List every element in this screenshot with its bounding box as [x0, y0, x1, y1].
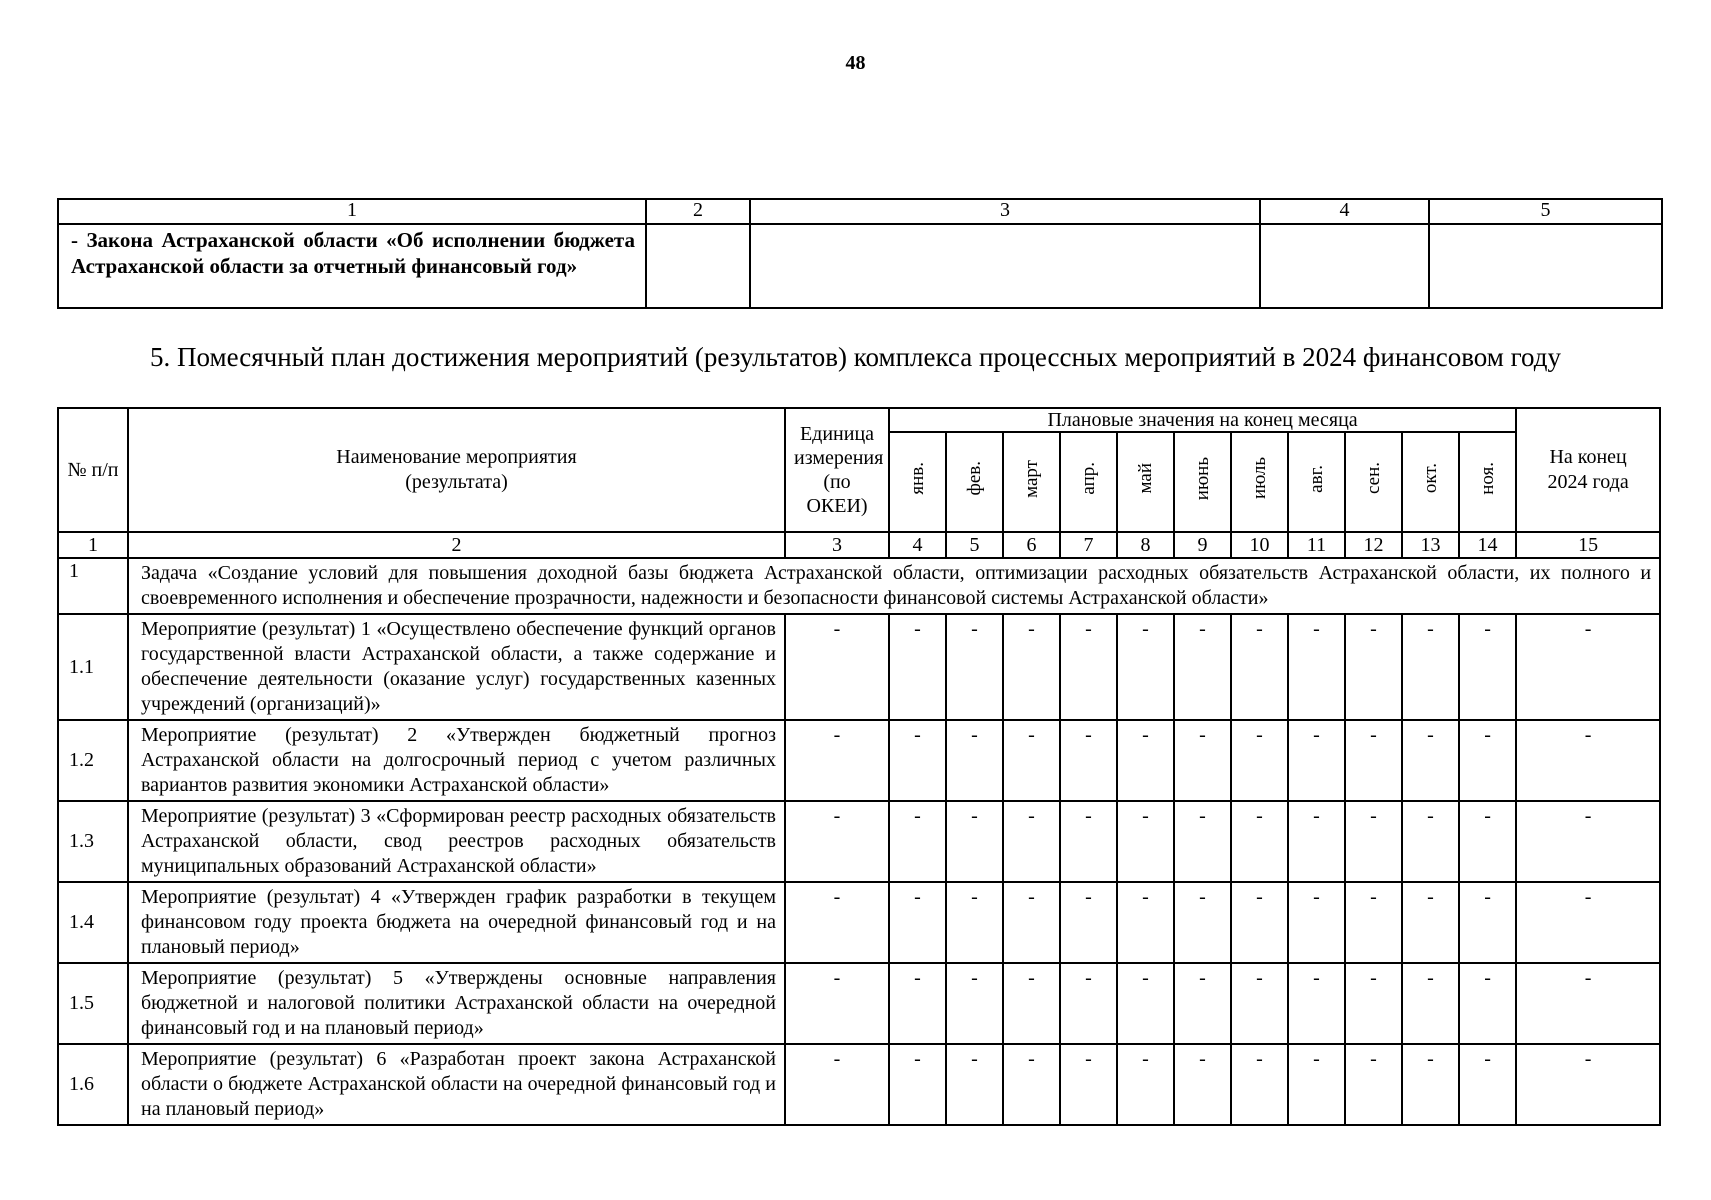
value-cell: -	[1174, 801, 1231, 882]
empty-cell	[750, 224, 1260, 308]
empty-cell	[646, 224, 750, 308]
row-number: 1.5	[58, 963, 128, 1044]
value-cell: -	[1288, 882, 1345, 963]
column-number: 8	[1117, 532, 1174, 558]
month-label: март	[1021, 459, 1042, 498]
value-cell: -	[1345, 614, 1402, 720]
value-cell: -	[1288, 614, 1345, 720]
measure-name: Мероприятие (результат) 4 «Утвержден график разработки в текущем финансовом году проекта бюджета на очередной финансовый год и на плановый период»	[128, 882, 785, 963]
value-cell: -	[1345, 963, 1402, 1044]
value-cell: -	[889, 801, 946, 882]
value-cell: -	[785, 801, 889, 882]
column-number: 12	[1345, 532, 1402, 558]
column-number: 10	[1231, 532, 1288, 558]
continuation-row	[58, 224, 1662, 308]
month-label: окт.	[1420, 463, 1441, 494]
column-number: 4	[889, 532, 946, 558]
value-cell: -	[889, 963, 946, 1044]
column-numbers-row	[58, 532, 1660, 558]
value-cell: -	[1345, 1044, 1402, 1125]
value-cell: -	[1060, 1044, 1117, 1125]
month-header	[1402, 432, 1459, 532]
month-header	[1117, 432, 1174, 532]
empty-cell	[1429, 224, 1662, 308]
value-cell: -	[1231, 963, 1288, 1044]
column-number: 15	[1516, 532, 1660, 558]
planned-values-header: Плановые значения на конец месяца	[889, 408, 1516, 432]
month-label: фев.	[964, 461, 985, 496]
month-header	[1003, 432, 1060, 532]
table-row	[58, 1044, 1660, 1125]
column-number: 1	[58, 199, 646, 224]
table-row	[58, 614, 1660, 720]
value-cell: -	[1288, 1044, 1345, 1125]
value-cell: -	[1174, 882, 1231, 963]
value-cell: -	[889, 1044, 946, 1125]
measure-name: Мероприятие (результат) 1 «Осуществлено обеспечение функций органов государственной власти Астраханской области, а также содержание и обеспечение деятельности (оказание услуг) государственных казенных учреждений (организаций)»	[128, 614, 785, 720]
value-cell: -	[1402, 882, 1459, 963]
value-cell: -	[1516, 720, 1660, 801]
value-cell: -	[1231, 1044, 1288, 1125]
value-cell: -	[1174, 720, 1231, 801]
value-cell: -	[1117, 801, 1174, 882]
column-number: 1	[58, 532, 128, 558]
value-cell: -	[785, 720, 889, 801]
value-cell: -	[889, 882, 946, 963]
value-cell: -	[1060, 720, 1117, 801]
value-cell: -	[1117, 963, 1174, 1044]
month-header	[1345, 432, 1402, 532]
value-cell: -	[1231, 882, 1288, 963]
measures-body	[58, 614, 1660, 1125]
month-header	[1060, 432, 1117, 532]
measure-name: Мероприятие (результат) 2 «Утвержден бюджетный прогноз Астраханской области на долгосрочный период с учетом различных вариантов развития экономики Астраханской области»	[128, 720, 785, 801]
value-cell: -	[1003, 614, 1060, 720]
value-cell: -	[1459, 882, 1516, 963]
month-label: янв.	[907, 462, 928, 495]
value-cell: -	[1117, 1044, 1174, 1125]
value-cell: -	[1459, 614, 1516, 720]
value-cell: -	[1003, 720, 1060, 801]
value-cell: -	[1516, 882, 1660, 963]
value-cell: -	[1288, 720, 1345, 801]
value-cell: -	[1003, 801, 1060, 882]
column-number: 3	[785, 532, 889, 558]
value-cell: -	[785, 882, 889, 963]
law-reference-text: - Закона Астраханской области «Об исполнении бюджета Астраханской области за отчетный финансовый год»	[58, 224, 646, 308]
value-cell: -	[1516, 963, 1660, 1044]
value-cell: -	[1402, 720, 1459, 801]
value-cell: -	[1174, 963, 1231, 1044]
value-cell: -	[1516, 614, 1660, 720]
column-number: 14	[1459, 532, 1516, 558]
value-cell: -	[889, 720, 946, 801]
row-number: 1.6	[58, 1044, 128, 1125]
value-cell: -	[1402, 614, 1459, 720]
row-number: 1.1	[58, 614, 128, 720]
column-number: 5	[946, 532, 1003, 558]
column-number: 9	[1174, 532, 1231, 558]
task-text: Задача «Создание условий для повышения доходной базы бюджета Астраханской области, оптимизации расходных обязательств Астраханской области, их полного и своевременного исполнения и обеспечение прозрачности, надежности и безопасности финансовой системы Астраханской области»	[128, 558, 1660, 614]
value-cell: -	[946, 1044, 1003, 1125]
column-number: 2	[646, 199, 750, 224]
value-cell: -	[1003, 963, 1060, 1044]
unit-header: Единица измерения (по ОКЕИ)	[785, 408, 889, 532]
value-cell: -	[1459, 801, 1516, 882]
value-cell: -	[1345, 882, 1402, 963]
value-cell: -	[1231, 720, 1288, 801]
month-label: ноя.	[1477, 462, 1499, 495]
value-cell: -	[1117, 882, 1174, 963]
value-cell: -	[946, 963, 1003, 1044]
column-number: 5	[1429, 199, 1662, 224]
month-label: июль	[1249, 457, 1270, 500]
value-cell: -	[785, 1044, 889, 1125]
month-header	[1288, 432, 1345, 532]
header-row	[58, 408, 1660, 432]
measure-name: Мероприятие (результат) 3 «Сформирован реестр расходных обязательств Астраханской области, свод реестров расходных обязательств муниципальных образований Астраханской области»	[128, 801, 785, 882]
value-cell: -	[1516, 801, 1660, 882]
continuation-header-row	[58, 199, 1662, 224]
value-cell: -	[1174, 1044, 1231, 1125]
value-cell: -	[1288, 801, 1345, 882]
column-number: 4	[1260, 199, 1429, 224]
column-number: 13	[1402, 532, 1459, 558]
value-cell: -	[1402, 963, 1459, 1044]
measure-name: Мероприятие (результат) 6 «Разработан проект закона Астраханской области о бюджете Астраханской области на очередной финансовый год и на плановый период»	[128, 1044, 785, 1125]
value-cell: -	[946, 801, 1003, 882]
value-cell: -	[1459, 1044, 1516, 1125]
value-cell: -	[1459, 720, 1516, 801]
value-cell: -	[1117, 720, 1174, 801]
value-cell: -	[1003, 882, 1060, 963]
month-label: май	[1135, 463, 1156, 494]
value-cell: -	[946, 720, 1003, 801]
value-cell: -	[946, 614, 1003, 720]
value-cell: -	[1231, 614, 1288, 720]
name-header: Наименование мероприятия (результата)	[128, 408, 785, 532]
table-row	[58, 801, 1660, 882]
page-number: 48	[845, 52, 866, 74]
value-cell: -	[1345, 801, 1402, 882]
value-cell: -	[1402, 801, 1459, 882]
value-cell: -	[1003, 1044, 1060, 1125]
month-header	[1459, 432, 1516, 532]
task-number: 1	[58, 558, 128, 614]
value-cell: -	[1117, 614, 1174, 720]
month-label: июнь	[1192, 456, 1213, 501]
number-header: № п/п	[58, 408, 128, 532]
value-cell: -	[1174, 614, 1231, 720]
month-label: апр.	[1078, 462, 1099, 495]
value-cell: -	[1060, 963, 1117, 1044]
value-cell: -	[1231, 801, 1288, 882]
value-cell: -	[1288, 963, 1345, 1044]
month-label: сен.	[1363, 462, 1384, 495]
table-row	[58, 720, 1660, 801]
month-header	[1231, 432, 1288, 532]
value-cell: -	[785, 614, 889, 720]
row-number: 1.3	[58, 801, 128, 882]
value-cell: -	[1516, 1044, 1660, 1125]
value-cell: -	[1402, 1044, 1459, 1125]
table-row	[58, 963, 1660, 1044]
task-row	[58, 558, 1660, 614]
value-cell: -	[1345, 720, 1402, 801]
value-cell: -	[1060, 801, 1117, 882]
monthly-plan-table	[57, 407, 1661, 1126]
month-header	[946, 432, 1003, 532]
column-number: 3	[750, 199, 1260, 224]
value-cell: -	[946, 882, 1003, 963]
year-end-header: На конец 2024 года	[1516, 408, 1660, 532]
value-cell: -	[1459, 963, 1516, 1044]
measure-name: Мероприятие (результат) 5 «Утверждены основные направления бюджетной и налоговой политики Астраханской области на очередной финансовый год и на плановый период»	[128, 963, 785, 1044]
empty-cell	[1260, 224, 1429, 308]
column-number: 11	[1288, 532, 1345, 558]
month-label: авг.	[1306, 464, 1327, 493]
column-number: 2	[128, 532, 785, 558]
column-number: 6	[1003, 532, 1060, 558]
value-cell: -	[889, 614, 946, 720]
month-header	[889, 432, 946, 532]
month-header	[1174, 432, 1231, 532]
row-number: 1.4	[58, 882, 128, 963]
continuation-table	[57, 198, 1663, 309]
value-cell: -	[1060, 882, 1117, 963]
column-number: 7	[1060, 532, 1117, 558]
row-number: 1.2	[58, 720, 128, 801]
section-title: 5. Помесячный план достижения мероприятий (результатов) комплекса процессных мероприятий в 2024 финансовом году	[150, 342, 1561, 372]
table-row	[58, 882, 1660, 963]
value-cell: -	[785, 963, 889, 1044]
value-cell: -	[1060, 614, 1117, 720]
